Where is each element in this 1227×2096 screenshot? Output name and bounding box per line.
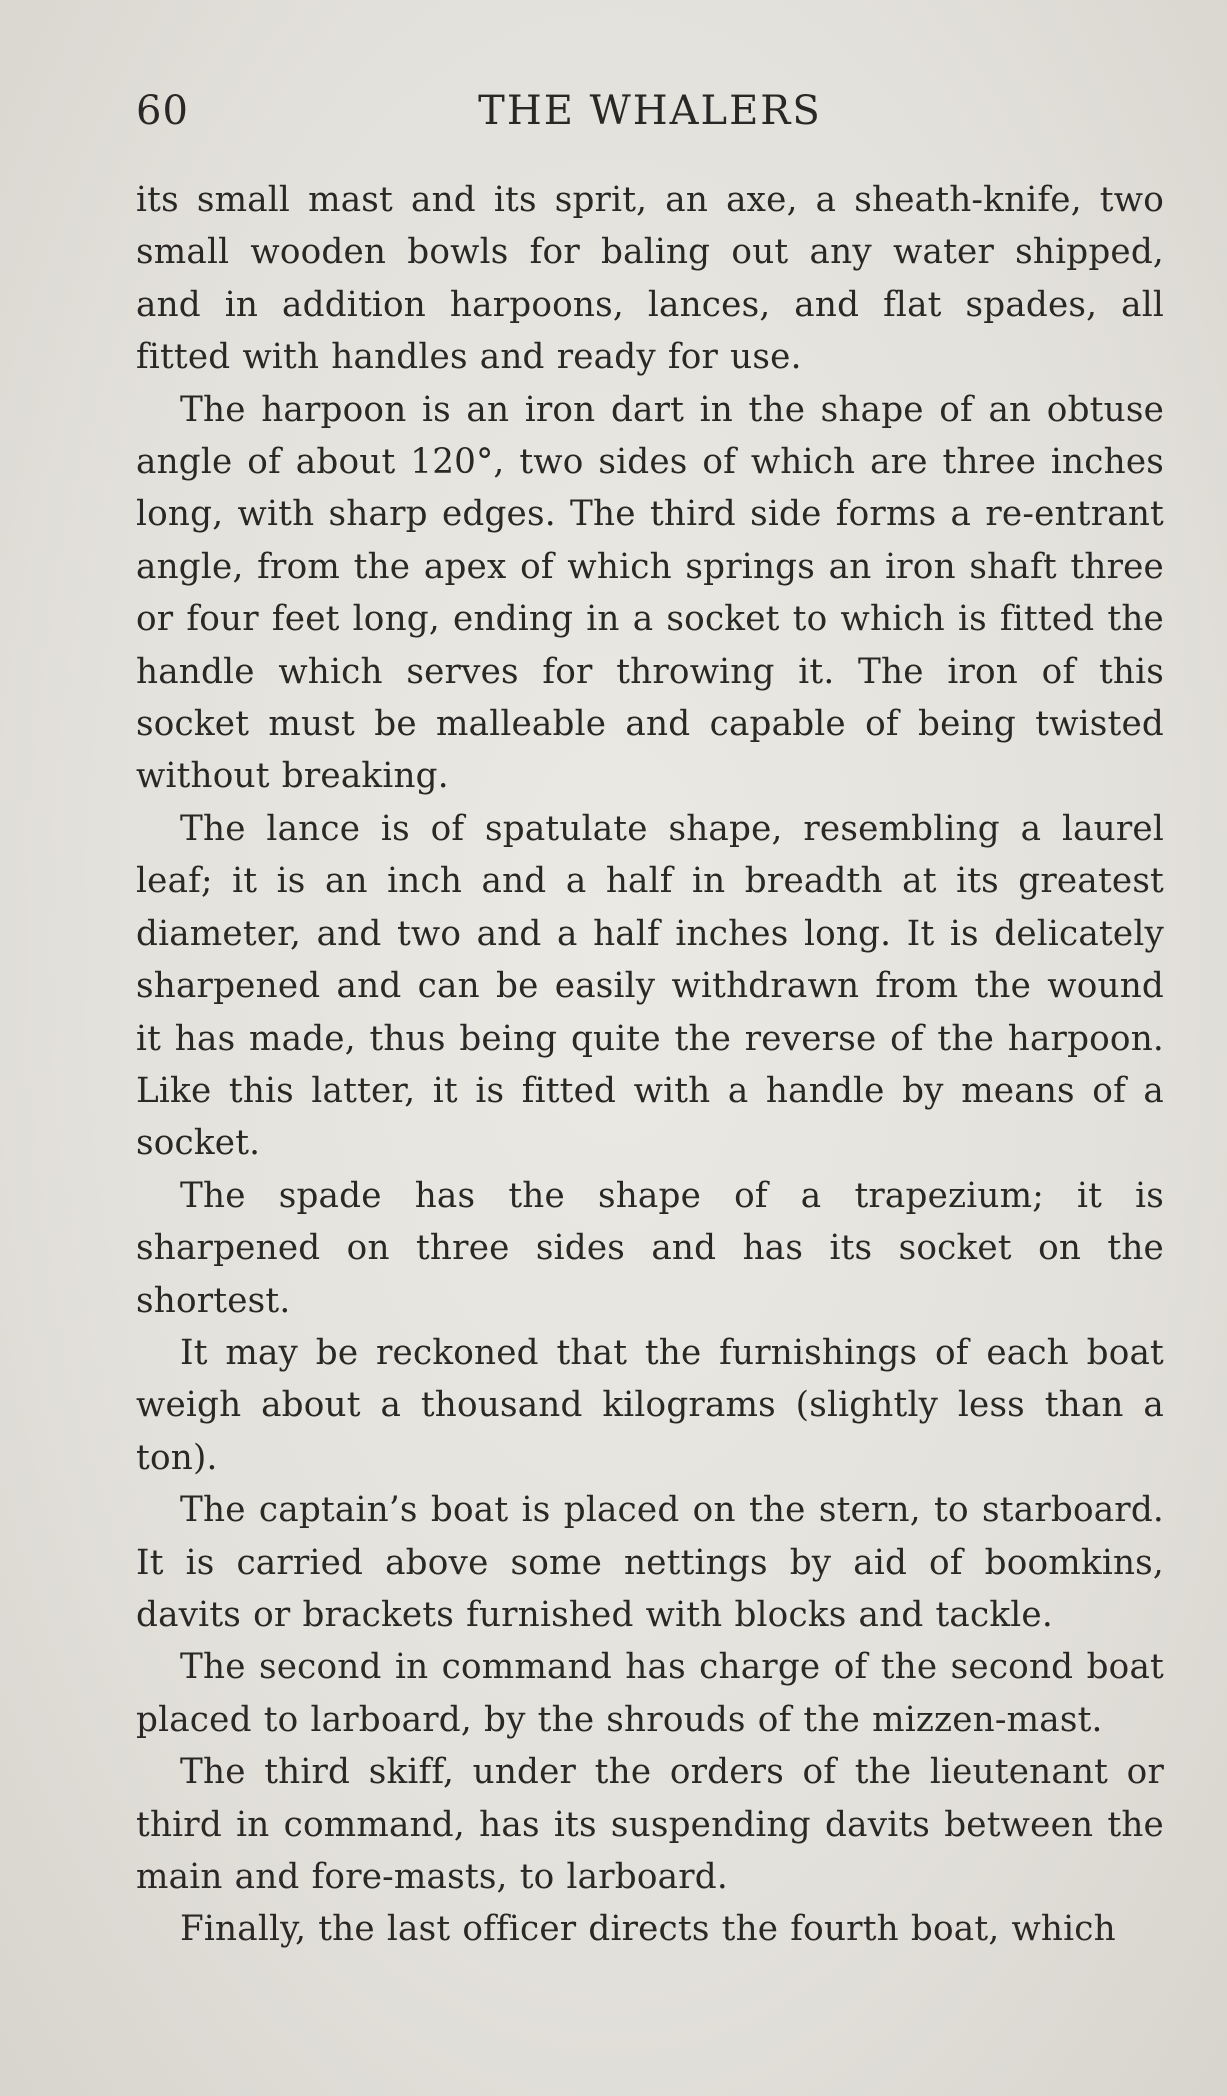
paragraph-captains-boat: The captain’s boat is placed on the stern, to starboard. It is carried above some nettings by aid of boomkins, davits or brackets furnished with blocks and tackle.	[136, 1490, 1164, 1635]
page-number: 60	[136, 88, 189, 134]
paragraph-lance: The lance is of spatulate shape, resembling a laurel leaf; it is an inch and a half in breadth at its greatest diameter, and two and a half inches long. It is delicately sharpened and can be easily withdrawn from the wound it has made, thus being quite the reverse of the harpoon. Like this latter, it is fitted with a handle by means of a socket.	[136, 808, 1164, 1164]
body-text	[136, 174, 1164, 1956]
paragraph-fourth-boat: Finally, the last officer directs the fourth boat, which	[180, 1909, 1116, 1950]
paragraph-furnishings-weight: It may be reckoned that the furnishings of each boat weigh about a thousand kilograms (slightly less than a ton).	[136, 1332, 1164, 1478]
running-title: THE WHALERS	[478, 88, 822, 134]
paragraph-harpoon: The harpoon is an iron dart in the shape of an obtuse angle of about 120°, two sides of which are three inches long, with sharp edges. The third side forms a re-entrant angle, from the apex of which springs an iron shaft three or four feet long, ending in a socket to which is fitted the handle which serves for throwing it. The iron of this socket must be malleable and capable of being twisted without breaking.	[136, 389, 1164, 797]
paragraph-third-skiff: The third skiff, under the orders of the lieutenant or third in command, has its suspending davits between the main and fore-masts, to larboard.	[136, 1752, 1164, 1897]
paragraph-spade: The spade has the shape of a trapezium; it is sharpened on three sides and has its socket on the shortest.	[136, 1175, 1164, 1321]
running-head	[136, 88, 1164, 148]
paragraph-continued: its small mast and its sprit, an axe, a sheath-knife, two small wooden bowls for baling out any water shipped, and in addition harpoons, lances, and flat spades, all fitted with handles and ready for use.	[136, 180, 1164, 378]
paragraph-second-boat: The second in command has charge of the second boat placed to larboard, by the shrouds of the mizzen-mast.	[136, 1647, 1164, 1740]
